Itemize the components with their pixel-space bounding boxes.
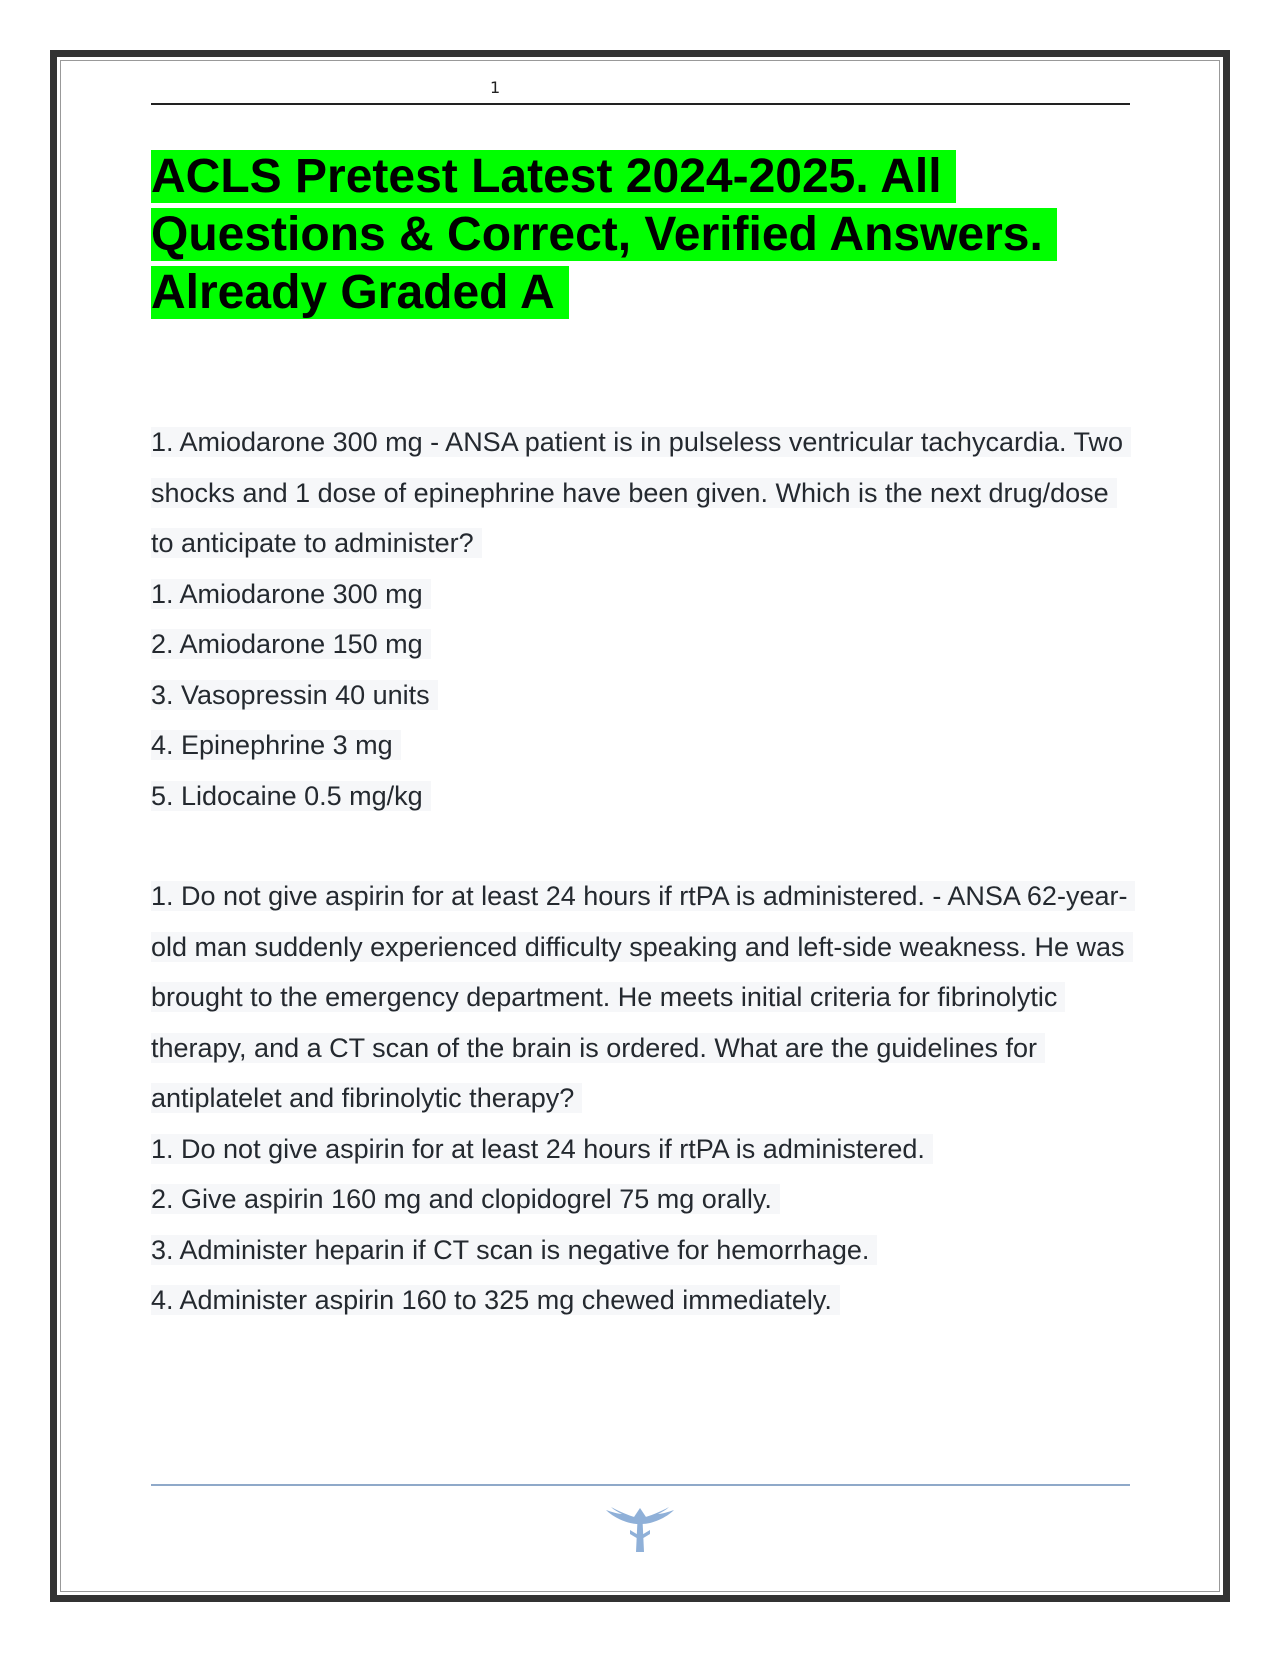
answer-option-text: 1. Do not give aspirin for at least 24 hours if rtPA is administered. bbox=[151, 1134, 933, 1164]
answer-option-text: 4. Administer aspirin 160 to 325 mg chewed immediately. bbox=[151, 1285, 840, 1315]
document-title bbox=[151, 148, 1136, 322]
answer-option-text: 2. Amiodarone 150 mg bbox=[151, 629, 431, 659]
question-block-2 bbox=[151, 871, 1131, 1326]
question-block-1 bbox=[151, 417, 1131, 821]
document-title-text: ACLS Pretest Latest 2024-2025. All Questions & Correct, Verified Answers. Already Graded A bbox=[151, 150, 1057, 319]
answer-option-text: 1. Amiodarone 300 mg bbox=[151, 579, 431, 609]
answer-option bbox=[151, 1124, 1131, 1175]
answer-option-text: 3. Administer heparin if CT scan is negative for hemorrhage. bbox=[151, 1235, 877, 1265]
answer-option bbox=[151, 1275, 1131, 1326]
answer-option-text: 2. Give aspirin 160 mg and clopidogrel 75 mg orally. bbox=[151, 1184, 780, 1214]
answer-option-text: 5. Lidocaine 0.5 mg/kg bbox=[151, 781, 431, 811]
question-stem-text: 1. Do not give aspirin for at least 24 hours if rtPA is administered. - ANSA 62-year-old man suddenly experienced difficulty speaking and left-side weakness. He was brought to the emergency department. He meets initial criteria for fibrinolytic therapy, and a CT scan of the brain is ordered. What are the guidelines for antiplatelet and fibrinolytic therapy? bbox=[151, 881, 1135, 1113]
footer-rule bbox=[151, 1484, 1130, 1486]
question-stem-text: 1. Amiodarone 300 mg - ANSA patient is in pulseless ventricular tachycardia. Two shocks and 1 dose of epinephrine have been given. Which is the next drug/dose to anticipate to administer? bbox=[151, 427, 1131, 558]
answer-option bbox=[151, 720, 1131, 771]
winged-arrow-logo-icon bbox=[600, 1500, 680, 1556]
answer-option bbox=[151, 670, 1131, 721]
answer-option bbox=[151, 1225, 1131, 1276]
question-stem bbox=[151, 417, 1131, 569]
answer-option bbox=[151, 569, 1131, 620]
answer-option bbox=[151, 619, 1131, 670]
page-number: 1 bbox=[490, 78, 501, 97]
page-header bbox=[151, 76, 1130, 105]
question-stem bbox=[151, 871, 1131, 1124]
answer-option-text: 3. Vasopressin 40 units bbox=[151, 680, 438, 710]
answer-option bbox=[151, 771, 1131, 822]
answer-option bbox=[151, 1174, 1131, 1225]
answer-option-text: 4. Epinephrine 3 mg bbox=[151, 730, 401, 760]
